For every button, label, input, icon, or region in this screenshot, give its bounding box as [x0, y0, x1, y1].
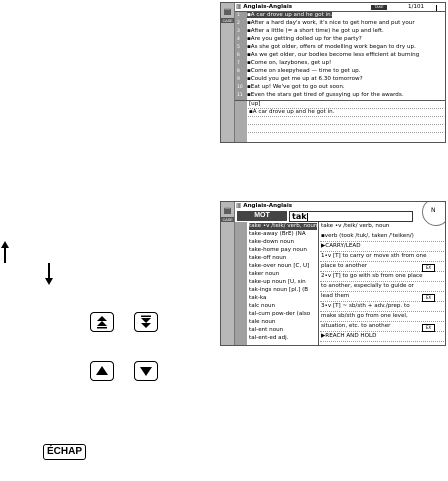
screen-title: ▥ Anglais-Anglais	[236, 4, 293, 10]
example-text: ▪As she got older, offers of modelling work began to dry up.	[247, 44, 416, 50]
search-input[interactable]: tak	[289, 211, 413, 222]
headword-item[interactable]: tak-ings noun [pl.] (B	[249, 287, 309, 293]
entry-line: lead them	[321, 293, 350, 299]
headword-item[interactable]: take-home pay noun	[249, 247, 307, 253]
headword-item[interactable]: tal-ent noun	[249, 327, 284, 333]
text-cursor	[307, 213, 308, 221]
row-number: 6	[237, 53, 240, 58]
entry-line: 3•v [T] ~ sb/sth + adv./prep. to	[321, 303, 410, 309]
entry-line: 1•v [T] to carry or move sth from one	[321, 253, 427, 259]
example-row[interactable]	[237, 28, 384, 35]
entry-line: situation, etc. to another	[321, 323, 391, 329]
example-row[interactable]	[237, 92, 404, 99]
page-down-key[interactable]	[134, 312, 158, 332]
example-text: ▪Even the stars get tired of gussying up for the awards.	[247, 92, 404, 98]
pane-divider	[318, 222, 319, 345]
dictionary-screen-wordlist	[220, 201, 446, 346]
entry-rule	[320, 321, 444, 322]
row-number: 3	[237, 29, 240, 34]
down-arrow-icon	[44, 262, 54, 286]
entry-rule	[320, 261, 444, 262]
screen-side-panel	[221, 3, 235, 142]
dictionary-screen-examples	[220, 2, 446, 143]
entry-headword: take •v /teik/ verb, noun	[321, 223, 390, 229]
title-icon: ▥	[236, 203, 244, 209]
up-key[interactable]	[90, 361, 114, 381]
entry-line: ▪verb (took /tuk/, taken /'teiken/)	[321, 233, 414, 239]
row-number: 9	[237, 77, 240, 82]
entry-rule	[320, 241, 444, 242]
headword-item[interactable]: talc noun	[249, 303, 276, 309]
screen-title: ▥ Anglais-Anglais	[236, 203, 293, 209]
entry-line: 2•v [T] to go with sb from one place	[321, 273, 423, 279]
example-button[interactable]: EX	[422, 264, 435, 272]
row-number: 7	[237, 61, 240, 66]
preview-rule	[248, 124, 443, 125]
book-icon: ▤	[223, 7, 232, 16]
list-gutter	[235, 222, 247, 345]
row-number: 10	[237, 85, 243, 90]
example-row[interactable]	[237, 12, 332, 19]
search-badge: TAKE	[371, 5, 387, 10]
example-text: ▪Come on, lazybones, get up!	[247, 60, 332, 66]
example-row[interactable]	[237, 52, 419, 59]
entry-rule	[320, 341, 444, 342]
headword-item[interactable]: take-off noun	[249, 255, 287, 261]
page-up-key[interactable]	[90, 312, 114, 332]
double-down-key-icon	[135, 313, 157, 331]
example-text: ▪A car drove up and he got in.	[247, 12, 333, 18]
headword-item[interactable]: tal-cum pow-der (also	[249, 311, 311, 317]
example-row[interactable]	[237, 44, 416, 51]
double-up-key-icon	[91, 313, 113, 331]
preview-rule	[248, 116, 443, 117]
example-text: ▪Are you getting dolled up for the party?	[247, 36, 362, 42]
headword-item[interactable]: take-up noun [U, sin	[249, 279, 306, 285]
example-text: ▪Come on sleepyhead — time to get up.	[247, 68, 361, 74]
up-arrow-icon	[0, 240, 10, 264]
example-row[interactable]	[237, 36, 362, 43]
row-number: 2	[237, 21, 240, 26]
row-number: 4	[237, 37, 240, 42]
book-icon: ▤	[223, 206, 232, 215]
entry-rule	[320, 311, 444, 312]
entry-rule	[320, 291, 444, 292]
down-key[interactable]	[134, 361, 158, 381]
example-button[interactable]: EX	[422, 294, 435, 302]
headword-item[interactable]: take •v /teik/ verb, noun	[249, 223, 317, 229]
headword-item[interactable]: taker noun	[249, 271, 280, 277]
example-row[interactable]	[237, 60, 331, 67]
row-number: 5	[237, 45, 240, 50]
entry-rule	[320, 281, 444, 282]
preview-gutter	[235, 101, 247, 142]
example-row[interactable]	[237, 76, 363, 83]
example-text: ▪After a hard day's work, it's nice to get home and put your	[247, 20, 415, 26]
row-number: 1	[237, 13, 240, 18]
screen-side-panel	[221, 202, 235, 345]
example-text: ▪Could you get me up at 6.30 tomorrow?	[247, 76, 363, 82]
side-label: CASE	[222, 217, 233, 222]
page-indicator: 1/101	[408, 4, 425, 10]
up-key-icon	[91, 362, 113, 380]
example-text: ▪Eat up! We've got to go out soon.	[247, 84, 345, 90]
divider	[235, 100, 445, 101]
headword-item[interactable]: tal-ent-ed adj.	[249, 335, 289, 341]
example-text: ▪As we get older, our bodies become less efficient at burning	[247, 52, 420, 58]
down-key-icon	[135, 362, 157, 380]
mode-label: MOT	[237, 211, 287, 221]
entry-rule	[320, 251, 444, 252]
example-row[interactable]	[237, 84, 345, 91]
entry-line: place to another	[321, 263, 368, 269]
corner-mark: N	[431, 207, 436, 214]
side-label: CASE	[222, 18, 233, 23]
example-button[interactable]: EX	[422, 324, 435, 332]
preview-rule	[248, 132, 443, 133]
title-icon: ▥	[236, 4, 244, 10]
preview-text: ▪A car drove up and he got in.	[249, 109, 335, 115]
headword-item[interactable]: tak-ka	[249, 295, 267, 301]
entry-line: ▶REACH AND HOLD	[321, 333, 377, 339]
entry-line: make sb/sth go from one level,	[321, 313, 408, 319]
row-number: 11	[237, 93, 243, 98]
headword-item[interactable]: take-away (BrE) (NA	[249, 231, 306, 237]
query-tag: [up]	[249, 101, 261, 107]
example-text: ▪After a little (= a short time) he got up and left.	[247, 28, 384, 34]
escape-key[interactable]: ÉCHAP	[43, 444, 86, 460]
example-row[interactable]	[237, 20, 415, 27]
headword-item[interactable]: take-over noun [C, U]	[249, 263, 310, 269]
example-row[interactable]	[237, 68, 361, 75]
entry-line: to another, especially to guide or	[321, 283, 414, 289]
headword-item[interactable]: take-down noun	[249, 239, 295, 245]
headword-item[interactable]: tale noun	[249, 319, 276, 325]
entry-line: ▶CARRY/LEAD	[321, 243, 361, 249]
row-number: 8	[237, 69, 240, 74]
